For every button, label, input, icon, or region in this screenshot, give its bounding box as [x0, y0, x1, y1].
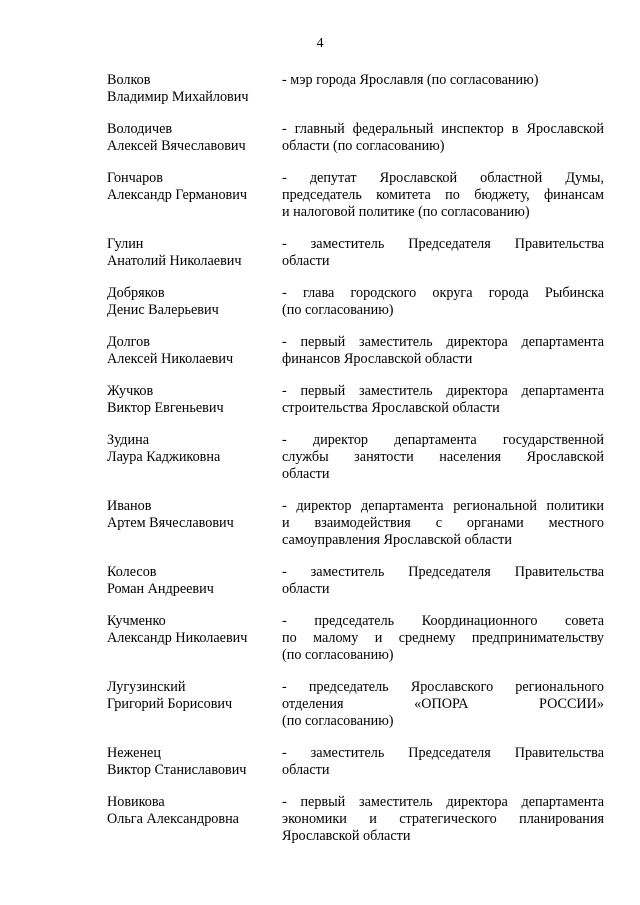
member-role [282, 745, 604, 779]
member-role-line: экономики и стратегического планирования [282, 811, 604, 827]
member-surname: Лугузинский [107, 679, 186, 695]
member-name [107, 72, 282, 106]
member-name [107, 383, 282, 417]
page-number: 4 [316, 36, 324, 51]
member-entry [107, 383, 604, 417]
member-given-names: Денис Валерьевич [107, 302, 219, 318]
member-role [282, 679, 604, 730]
member-name [107, 613, 282, 647]
member-role [282, 498, 604, 549]
member-role-line: - директор департамента государственной [282, 432, 604, 448]
member-role-line: - председатель Координационного совета [282, 613, 604, 629]
member-role-line: - главный федеральный инспектор в Ярославской [282, 121, 604, 137]
member-given-names: Виктор Станиславович [107, 762, 247, 778]
member-name [107, 432, 282, 466]
member-given-names: Владимир Михайлович [107, 89, 249, 105]
member-surname: Волков [107, 72, 151, 88]
member-role-line: области [282, 762, 330, 778]
member-surname: Долгов [107, 334, 150, 350]
member-role-line: области [282, 253, 330, 269]
member-name [107, 236, 282, 270]
member-role-line: и налоговой политике (по согласованию) [282, 204, 530, 220]
member-role [282, 613, 604, 664]
member-given-names: Ольга Александровна [107, 811, 239, 827]
member-role-line: - директор департамента региональной политики [282, 498, 604, 514]
member-surname: Добряков [107, 285, 165, 301]
member-entry [107, 498, 604, 549]
member-name [107, 334, 282, 368]
member-role-line: финансов Ярославской области [282, 351, 473, 367]
member-entry [107, 72, 604, 106]
member-name [107, 794, 282, 828]
member-role-line: - заместитель Председателя Правительства [282, 745, 604, 761]
member-role [282, 121, 604, 155]
member-given-names: Алексей Вячеславович [107, 138, 246, 154]
member-role [282, 236, 604, 270]
member-role-line: - первый заместитель директора департамента [282, 383, 604, 399]
member-role [282, 285, 604, 319]
member-entry [107, 236, 604, 270]
member-role-line: службы занятости населения Ярославской [282, 449, 604, 465]
member-name [107, 121, 282, 155]
member-given-names: Роман Андреевич [107, 581, 214, 597]
member-role-line: председатель комитета по бюджету, финансам [282, 187, 604, 203]
member-entry [107, 745, 604, 779]
member-role-line: - председатель Ярославского регионального [282, 679, 604, 695]
member-role-line: (по согласованию) [282, 713, 394, 729]
member-role-line: области (по согласованию) [282, 138, 445, 154]
member-role-line: - первый заместитель директора департамента [282, 794, 604, 810]
member-entry [107, 564, 604, 598]
member-surname: Гулин [107, 236, 144, 252]
member-role [282, 432, 604, 483]
member-given-names: Григорий Борисович [107, 696, 233, 712]
member-role-line: (по согласованию) [282, 302, 394, 318]
member-surname: Иванов [107, 498, 152, 514]
member-entry [107, 679, 604, 730]
member-entry [107, 432, 604, 483]
members-list [107, 72, 604, 845]
member-entry [107, 334, 604, 368]
member-role [282, 794, 604, 845]
member-role-line: - мэр города Ярославля (по согласованию) [282, 72, 539, 88]
member-given-names: Лаура Каджиковна [107, 449, 221, 465]
member-name [107, 498, 282, 532]
member-role [282, 564, 604, 598]
member-role-line: области [282, 581, 330, 597]
member-surname: Зудина [107, 432, 150, 448]
member-name [107, 745, 282, 779]
member-role [282, 383, 604, 417]
member-role [282, 170, 604, 221]
member-surname: Володичев [107, 121, 173, 137]
member-role-line: самоуправления Ярославской области [282, 532, 512, 548]
member-surname: Колесов [107, 564, 157, 580]
member-role-line: отделения «ОПОРА РОССИИ» [282, 696, 604, 712]
member-given-names: Анатолий Николаевич [107, 253, 242, 269]
member-role-line: - глава городского округа города Рыбинска [282, 285, 604, 301]
member-surname: Неженец [107, 745, 161, 761]
member-surname: Новикова [107, 794, 165, 810]
member-given-names: Артем Вячеславович [107, 515, 234, 531]
member-role-line: - депутат Ярославской областной Думы, [282, 170, 604, 186]
member-role-line: области [282, 466, 330, 482]
member-entry [107, 794, 604, 845]
member-entry [107, 613, 604, 664]
member-name [107, 564, 282, 598]
member-entry [107, 121, 604, 155]
member-entry [107, 285, 604, 319]
member-surname: Гончаров [107, 170, 163, 186]
member-name [107, 285, 282, 319]
member-role [282, 72, 604, 89]
member-role-line: строительства Ярославской области [282, 400, 500, 416]
member-given-names: Александр Николаевич [107, 630, 248, 646]
member-name [107, 679, 282, 713]
member-role-line: по малому и среднему предпринимательству [282, 630, 604, 646]
member-role-line: Ярославской области [282, 828, 411, 844]
member-surname: Жучков [107, 383, 154, 399]
member-role-line: и взаимодействия с органами местного [282, 515, 604, 531]
member-entry [107, 170, 604, 221]
member-role-line: (по согласованию) [282, 647, 394, 663]
member-surname: Кучменко [107, 613, 166, 629]
member-role [282, 334, 604, 368]
member-given-names: Виктор Евгеньевич [107, 400, 224, 416]
member-role-line: - заместитель Председателя Правительства [282, 236, 604, 252]
member-name [107, 170, 282, 204]
member-given-names: Александр Германович [107, 187, 247, 203]
member-role-line: - первый заместитель директора департамента [282, 334, 604, 350]
member-given-names: Алексей Николаевич [107, 351, 234, 367]
member-role-line: - заместитель Председателя Правительства [282, 564, 604, 580]
